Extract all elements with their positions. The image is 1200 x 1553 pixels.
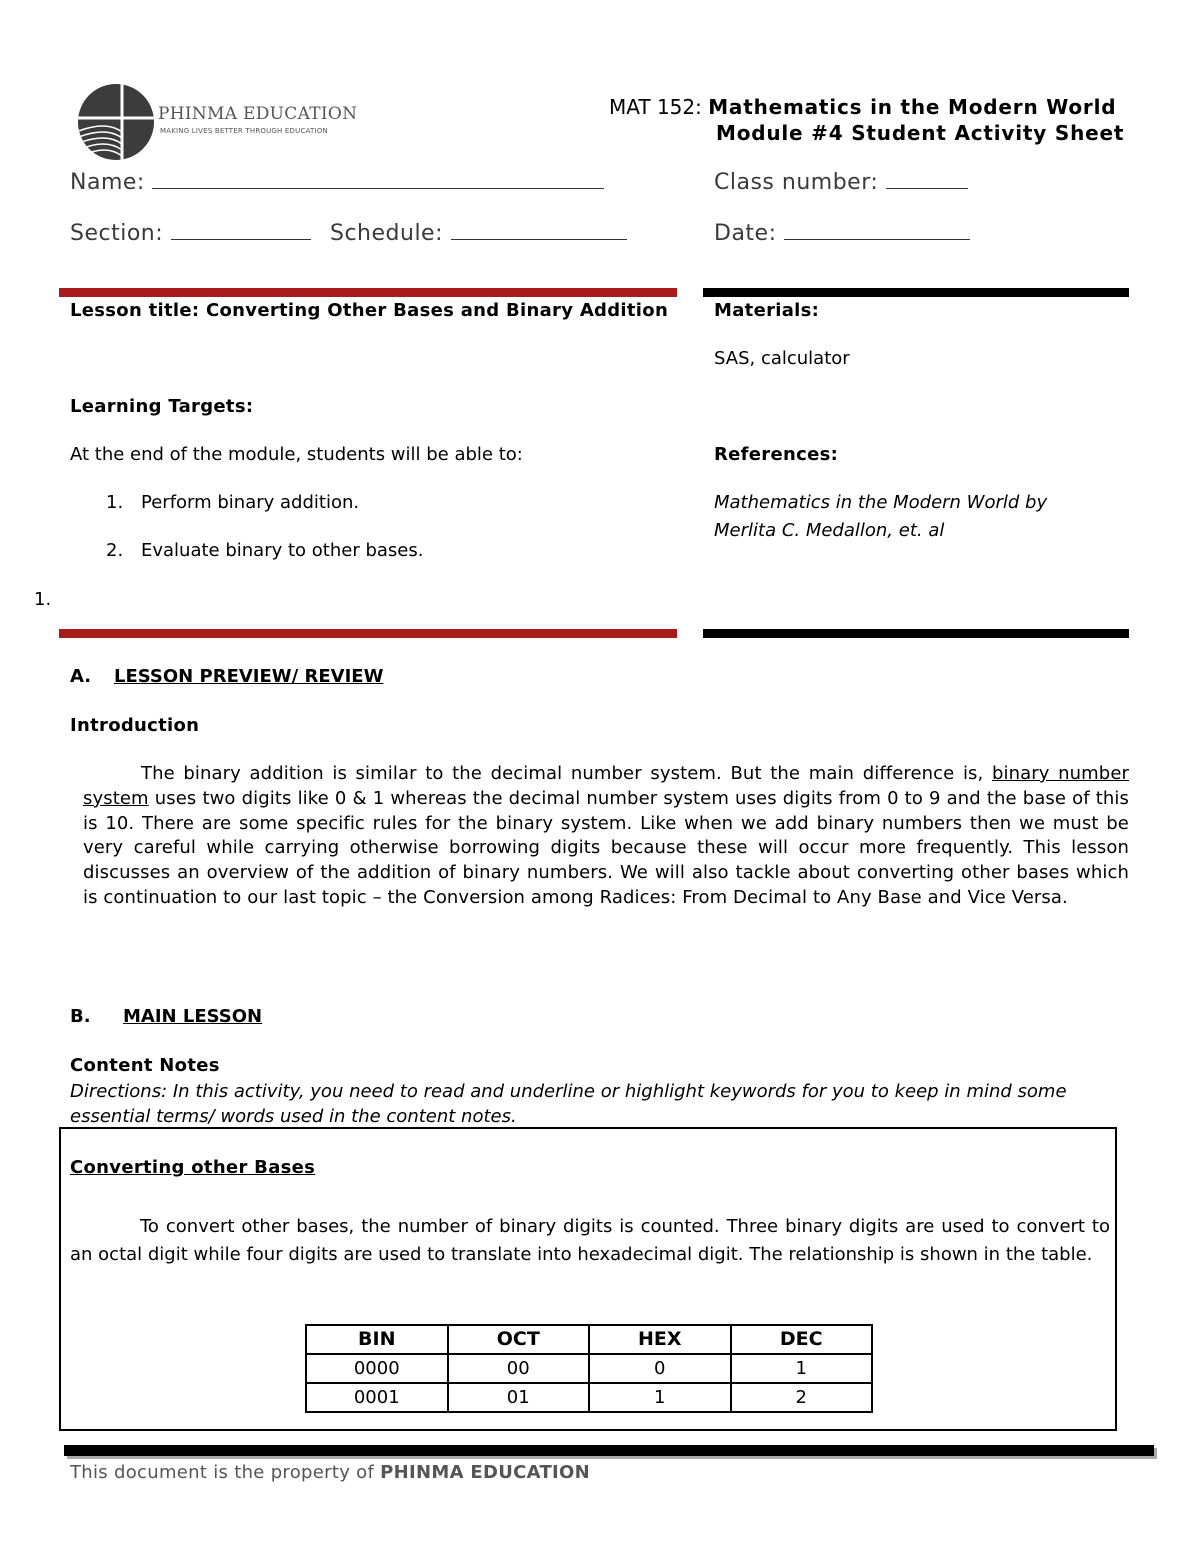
table-header-oct: OCT bbox=[448, 1325, 590, 1354]
introduction-paragraph bbox=[83, 762, 1129, 911]
logo-tagline: MAKING LIVES BETTER THROUGH EDUCATION bbox=[160, 127, 328, 135]
date-label: Date: bbox=[714, 221, 777, 246]
section-blank-line[interactable] bbox=[171, 219, 311, 240]
class-number-field[interactable] bbox=[714, 168, 968, 195]
learning-targets-heading: Learning Targets: bbox=[70, 396, 254, 417]
table-header-bin: BIN bbox=[306, 1325, 448, 1354]
target-text-2: Evaluate binary to other bases. bbox=[141, 540, 424, 561]
lesson-bottom-bar bbox=[59, 629, 677, 638]
class-number-label: Class number: bbox=[714, 170, 879, 195]
section-field[interactable] bbox=[70, 219, 311, 246]
converting-bases-text: To convert other bases, the number of binary digits is counted. Three binary digits are used to convert to an octal digit while four digits are used to translate into hexadecimal digit. The relationship is shown in the table. bbox=[70, 1216, 1110, 1265]
schedule-label: Schedule: bbox=[330, 221, 444, 246]
content-directions: Directions: In this activity, you need to read and underline or highlight keywords for you to keep in mind some essential terms/ words used in the content notes. bbox=[70, 1081, 1067, 1127]
table-header-hex: HEX bbox=[589, 1325, 731, 1354]
intro-text-part2: uses two digits like 0 & 1 whereas the decimal number system uses digits from 0 to 9 and the base of this is 10. There are some specific rules for the binary system. Like when we add binary numbers then we must be very careful while carrying otherwise borrowing digits because these will occur more frequently. This lesson discusses an overview of the addition of binary numbers. We will also tackle about converting other bases which is continuation to our last topic – the Conversion among Radices: From Decimal to Any Base and Vice Versa. bbox=[83, 787, 1129, 908]
base-conversion-table bbox=[305, 1324, 873, 1413]
module-title: Module #4 Student Activity Sheet bbox=[716, 121, 1125, 145]
materials-items: SAS, calculator bbox=[714, 348, 850, 369]
target-text-1: Perform binary addition. bbox=[141, 492, 360, 513]
target-number-1: 1. bbox=[106, 492, 124, 513]
materials-bottom-bar bbox=[703, 629, 1129, 638]
materials-top-bar bbox=[703, 288, 1129, 297]
footer-property-text: This document is the property of bbox=[70, 1462, 381, 1483]
name-label: Name: bbox=[70, 170, 145, 195]
converting-bases-paragraph bbox=[70, 1213, 1110, 1269]
learning-targets-intro: At the end of the module, students will be able to: bbox=[70, 444, 523, 465]
lesson-top-bar bbox=[59, 288, 677, 297]
table-cell: 0 bbox=[589, 1354, 731, 1383]
table-cell: 0001 bbox=[306, 1383, 448, 1412]
schedule-blank-line[interactable] bbox=[451, 219, 627, 240]
materials-heading: Materials: bbox=[714, 300, 820, 321]
table-cell: 1 bbox=[589, 1383, 731, 1412]
target-number-2: 2. bbox=[106, 540, 124, 561]
table-header-dec: DEC bbox=[731, 1325, 873, 1354]
reference-line-2: Merlita C. Medallon, et. al bbox=[714, 520, 945, 541]
introduction-heading: Introduction bbox=[70, 715, 200, 736]
table-header-row bbox=[306, 1325, 872, 1354]
schedule-field[interactable] bbox=[330, 219, 627, 246]
lesson-title-text: Converting Other Bases and Binary Addition bbox=[206, 300, 669, 321]
table-cell: 0000 bbox=[306, 1354, 448, 1383]
intro-text-part1: The binary addition is similar to the decimal number system. But the main difference is, bbox=[141, 763, 992, 784]
references-heading: References: bbox=[714, 444, 839, 465]
section-a-letter: A. bbox=[70, 666, 92, 687]
footer-bar bbox=[64, 1445, 1154, 1456]
date-field[interactable] bbox=[714, 219, 970, 246]
reference-line-1: Mathematics in the Modern World by bbox=[714, 492, 1048, 513]
class-number-blank-line[interactable] bbox=[886, 168, 968, 189]
section-a-title: LESSON PREVIEW/ REVIEW bbox=[114, 666, 384, 687]
name-field[interactable] bbox=[70, 168, 604, 195]
table-cell: 00 bbox=[448, 1354, 590, 1383]
course-title-line bbox=[609, 95, 1116, 119]
footer-owner: PHINMA EDUCATION bbox=[380, 1462, 591, 1483]
table-row bbox=[306, 1354, 872, 1383]
table-cell: 01 bbox=[448, 1383, 590, 1412]
course-code: MAT 152: bbox=[609, 95, 702, 119]
footer-text bbox=[70, 1462, 590, 1483]
section-b-title: MAIN LESSON bbox=[123, 1006, 263, 1027]
section-b-letter: B. bbox=[70, 1006, 91, 1027]
logo-name: PHINMA EDUCATION bbox=[158, 104, 358, 124]
date-blank-line[interactable] bbox=[784, 219, 970, 240]
course-title: Mathematics in the Modern World bbox=[708, 95, 1117, 119]
table-row bbox=[306, 1383, 872, 1412]
lesson-title bbox=[70, 299, 668, 323]
name-blank-line[interactable] bbox=[152, 168, 604, 189]
table-cell: 1 bbox=[731, 1354, 873, 1383]
section-label: Section: bbox=[70, 221, 164, 246]
table-cell: 2 bbox=[731, 1383, 873, 1412]
content-notes-heading: Content Notes bbox=[70, 1055, 220, 1076]
stray-list-number: 1. bbox=[34, 589, 52, 610]
converting-bases-heading: Converting other Bases bbox=[70, 1157, 316, 1178]
lesson-title-label: Lesson title: bbox=[70, 300, 200, 321]
binary-number-system-link[interactable]: binary number system bbox=[83, 763, 1129, 809]
